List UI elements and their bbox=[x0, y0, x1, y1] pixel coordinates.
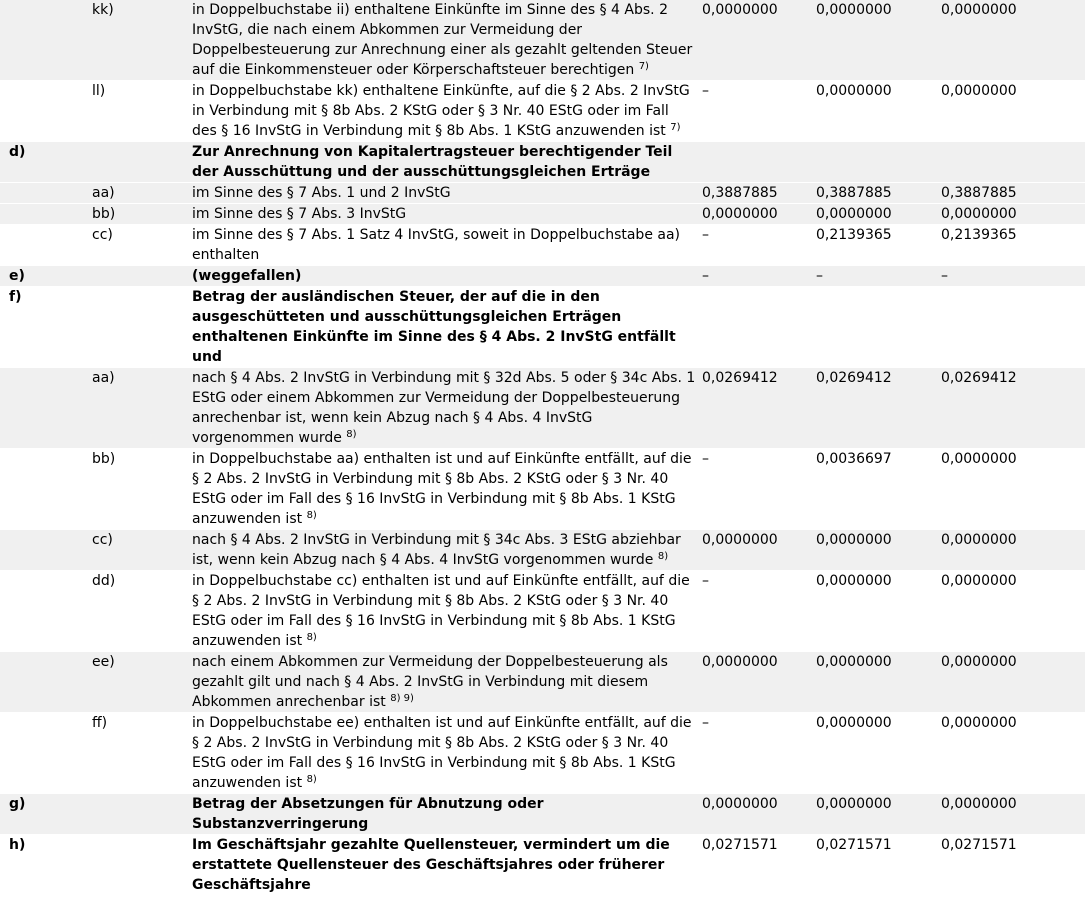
section-letter bbox=[0, 571, 92, 652]
table-row bbox=[0, 81, 1085, 142]
footnote-reference: 8) bbox=[306, 632, 317, 643]
description-text: nach § 4 Abs. 2 InvStG in Verbindung mit § 32d Abs. 5 oder § 34c Abs. 1 EStG oder einem Abkommen zur Vermeidung der Doppelbesteuerung anrechenbar ist, wenn kein Abzug nach § 4 Abs. 4 InvStG vorgenommen wurde bbox=[192, 370, 696, 446]
value-column-3: 0,0000000 bbox=[940, 713, 1085, 794]
table-row bbox=[0, 652, 1085, 713]
description-text: Zur Anrechnung von Kapitalertragsteuer berechtigender Teil der Ausschüttung und der ausschüttungsgleichen Erträge bbox=[192, 144, 673, 180]
table-row bbox=[0, 225, 1085, 266]
description-text: in Doppelbuchstabe kk) enthaltene Einkünfte, auf die § 2 Abs. 2 InvStG in Verbindung mit § 8b Abs. 2 KStG oder § 3 Nr. 40 EStG oder im Fall des § 16 InvStG in Verbindung mit § 8b Abs. 1 KStG anzuwenden ist bbox=[192, 83, 690, 139]
subsection-label bbox=[92, 266, 192, 287]
value-column-3: 0,3887885 bbox=[940, 183, 1085, 204]
value-column-1: – bbox=[701, 571, 815, 652]
table-row bbox=[0, 530, 1085, 571]
value-column-1: – bbox=[701, 266, 815, 287]
value-column-1: – bbox=[701, 225, 815, 266]
table-row bbox=[0, 835, 1085, 896]
subsection-label bbox=[92, 835, 192, 896]
description-text: nach einem Abkommen zur Vermeidung der Doppelbesteuerung als gezahlt gilt und nach § 4 Abs. 2 InvStG in Verbindung mit diesem Abkommen anrechenbar ist bbox=[192, 654, 668, 710]
value-column-2: 0,2139365 bbox=[815, 225, 940, 266]
row-description bbox=[192, 368, 701, 449]
subsection-label: ll) bbox=[92, 81, 192, 142]
row-description bbox=[192, 266, 701, 287]
value-column-3: 0,0000000 bbox=[940, 0, 1085, 81]
value-column-1: – bbox=[701, 449, 815, 530]
row-description bbox=[192, 571, 701, 652]
value-column-2: 0,0036697 bbox=[815, 449, 940, 530]
description-text: in Doppelbuchstabe ee) enthalten ist und auf Einkünfte entfällt, auf die § 2 Abs. 2 InvStG in Verbindung mit § 8b Abs. 2 KStG oder § 3 Nr. 40 EStG oder im Fall des § 16 InvStG in Verbindung mit § 8b Abs. 1 KStG anzuwenden ist bbox=[192, 715, 692, 791]
description-text: im Sinne des § 7 Abs. 1 Satz 4 InvStG, soweit in Doppelbuchstabe aa) enthalten bbox=[192, 227, 681, 263]
subsection-label: ff) bbox=[92, 713, 192, 794]
value-column-1: 0,0000000 bbox=[701, 530, 815, 571]
value-column-3: 0,2139365 bbox=[940, 225, 1085, 266]
value-column-1: – bbox=[701, 81, 815, 142]
subsection-label: aa) bbox=[92, 183, 192, 204]
description-text: nach § 4 Abs. 2 InvStG in Verbindung mit § 34c Abs. 3 EStG abziehbar ist, wenn kein Abzug nach § 4 Abs. 4 InvStG vorgenommen wurde bbox=[192, 532, 681, 568]
row-description bbox=[192, 81, 701, 142]
footnote-reference: 8) bbox=[306, 510, 317, 521]
section-letter bbox=[0, 652, 92, 713]
value-column-1: 0,0000000 bbox=[701, 794, 815, 835]
row-description bbox=[192, 794, 701, 835]
section-letter bbox=[0, 530, 92, 571]
description-text: im Sinne des § 7 Abs. 1 und 2 InvStG bbox=[192, 185, 451, 201]
row-description bbox=[192, 652, 701, 713]
description-text: in Doppelbuchstabe cc) enthalten ist und auf Einkünfte entfällt, auf die § 2 Abs. 2 InvStG in Verbindung mit § 8b Abs. 2 KStG oder § 3 Nr. 40 EStG oder im Fall des § 16 InvStG in Verbindung mit § 8b Abs. 1 KStG anzuwenden ist bbox=[192, 573, 690, 649]
row-description bbox=[192, 835, 701, 896]
table-row bbox=[0, 368, 1085, 449]
row-description bbox=[192, 142, 701, 183]
table-row bbox=[0, 794, 1085, 835]
subsection-label: bb) bbox=[92, 449, 192, 530]
subsection-label: bb) bbox=[92, 204, 192, 225]
value-column-1: 0,0271571 bbox=[701, 835, 815, 896]
value-column-3: 0,0269412 bbox=[940, 368, 1085, 449]
table-row bbox=[0, 204, 1085, 225]
table-row bbox=[0, 571, 1085, 652]
table-row bbox=[0, 183, 1085, 204]
subsection-label: cc) bbox=[92, 225, 192, 266]
value-column-2: 0,0000000 bbox=[815, 652, 940, 713]
row-description bbox=[192, 530, 701, 571]
value-column-1: – bbox=[701, 713, 815, 794]
section-letter bbox=[0, 713, 92, 794]
section-letter: g) bbox=[0, 794, 92, 835]
section-letter: f) bbox=[0, 287, 92, 368]
table-row bbox=[0, 287, 1085, 368]
value-column-2: 0,0000000 bbox=[815, 713, 940, 794]
subsection-label: aa) bbox=[92, 368, 192, 449]
section-letter bbox=[0, 81, 92, 142]
value-column-2: 0,0000000 bbox=[815, 794, 940, 835]
description-text: in Doppelbuchstabe aa) enthalten ist und auf Einkünfte entfällt, auf die § 2 Abs. 2 InvStG in Verbindung mit § 8b Abs. 2 KStG oder § 3 Nr. 40 EStG oder im Fall des § 16 InvStG in Verbindung mit § 8b Abs. 1 KStG anzuwenden ist bbox=[192, 451, 692, 527]
section-letter: e) bbox=[0, 266, 92, 287]
value-column-2: 0,0000000 bbox=[815, 530, 940, 571]
value-column-3: 0,0000000 bbox=[940, 449, 1085, 530]
value-column-2: 0,0000000 bbox=[815, 0, 940, 81]
subsection-label: kk) bbox=[92, 0, 192, 81]
description-text: im Sinne des § 7 Abs. 3 InvStG bbox=[192, 206, 407, 222]
description-text: Im Geschäftsjahr gezahlte Quellensteuer, vermindert um die erstattete Quellensteuer des Geschäftsjahres oder früherer Geschäftsjahre bbox=[192, 837, 670, 893]
value-column-2: 0,0271571 bbox=[815, 835, 940, 896]
section-letter: h) bbox=[0, 835, 92, 896]
table-row bbox=[0, 0, 1085, 81]
subsection-label bbox=[92, 794, 192, 835]
subsection-label: cc) bbox=[92, 530, 192, 571]
value-column-2 bbox=[815, 142, 940, 183]
row-description bbox=[192, 204, 701, 225]
value-column-3: – bbox=[940, 266, 1085, 287]
row-description bbox=[192, 713, 701, 794]
value-column-1: 0,3887885 bbox=[701, 183, 815, 204]
value-column-2: – bbox=[815, 266, 940, 287]
section-letter bbox=[0, 204, 92, 225]
value-column-3: 0,0000000 bbox=[940, 794, 1085, 835]
value-column-1 bbox=[701, 287, 815, 368]
subsection-label: dd) bbox=[92, 571, 192, 652]
value-column-3 bbox=[940, 142, 1085, 183]
value-column-1 bbox=[701, 142, 815, 183]
value-column-1: 0,0000000 bbox=[701, 0, 815, 81]
row-description bbox=[192, 225, 701, 266]
table-row bbox=[0, 142, 1085, 183]
description-text: Betrag der ausländischen Steuer, der auf die in den ausgeschütteten und ausschüttungsgleichen Erträgen enthaltenen Einkünfte im Sinne des § 4 Abs. 2 InvStG entfällt und bbox=[192, 289, 676, 365]
section-letter bbox=[0, 0, 92, 81]
value-column-2: 0,0000000 bbox=[815, 204, 940, 225]
subsection-label bbox=[92, 142, 192, 183]
table-row bbox=[0, 266, 1085, 287]
value-column-1: 0,0000000 bbox=[701, 204, 815, 225]
value-column-3: 0,0000000 bbox=[940, 204, 1085, 225]
value-column-3: 0,0271571 bbox=[940, 835, 1085, 896]
footnote-reference: 7) bbox=[638, 61, 649, 72]
row-description bbox=[192, 449, 701, 530]
value-column-2: 0,3887885 bbox=[815, 183, 940, 204]
value-column-1: 0,0000000 bbox=[701, 652, 815, 713]
subsection-label: ee) bbox=[92, 652, 192, 713]
footnote-reference: 8) 9) bbox=[390, 693, 414, 704]
value-column-3 bbox=[940, 287, 1085, 368]
value-column-2: 0,0269412 bbox=[815, 368, 940, 449]
section-letter: d) bbox=[0, 142, 92, 183]
value-column-2: 0,0000000 bbox=[815, 81, 940, 142]
section-letter bbox=[0, 368, 92, 449]
section-letter bbox=[0, 225, 92, 266]
footnote-reference: 8) bbox=[306, 774, 317, 785]
description-text: (weggefallen) bbox=[192, 268, 302, 284]
value-column-2: 0,0000000 bbox=[815, 571, 940, 652]
subsection-label bbox=[92, 287, 192, 368]
value-column-3: 0,0000000 bbox=[940, 530, 1085, 571]
table-row bbox=[0, 449, 1085, 530]
row-description bbox=[192, 183, 701, 204]
row-description bbox=[192, 287, 701, 368]
table-row bbox=[0, 713, 1085, 794]
row-description bbox=[192, 0, 701, 81]
value-column-2 bbox=[815, 287, 940, 368]
description-text: Betrag der Absetzungen für Abnutzung oder Substanzverringerung bbox=[192, 796, 544, 832]
footnote-reference: 7) bbox=[670, 122, 681, 133]
value-column-3: 0,0000000 bbox=[940, 652, 1085, 713]
value-column-1: 0,0269412 bbox=[701, 368, 815, 449]
footnote-reference: 8) bbox=[657, 551, 669, 562]
value-column-3: 0,0000000 bbox=[940, 571, 1085, 652]
description-text: in Doppelbuchstabe ii) enthaltene Einkünfte im Sinne des § 4 Abs. 2 InvStG, die nach einem Abkommen zur Vermeidung der Doppelbesteuerung zur Anrechnung einer als gezahlt geltenden Steuer auf die Einkommensteuer oder Körperschaftsteuer berechtigen bbox=[192, 2, 693, 78]
section-letter bbox=[0, 449, 92, 530]
value-column-3: 0,0000000 bbox=[940, 81, 1085, 142]
section-letter bbox=[0, 183, 92, 204]
footnote-reference: 8) bbox=[346, 429, 357, 440]
